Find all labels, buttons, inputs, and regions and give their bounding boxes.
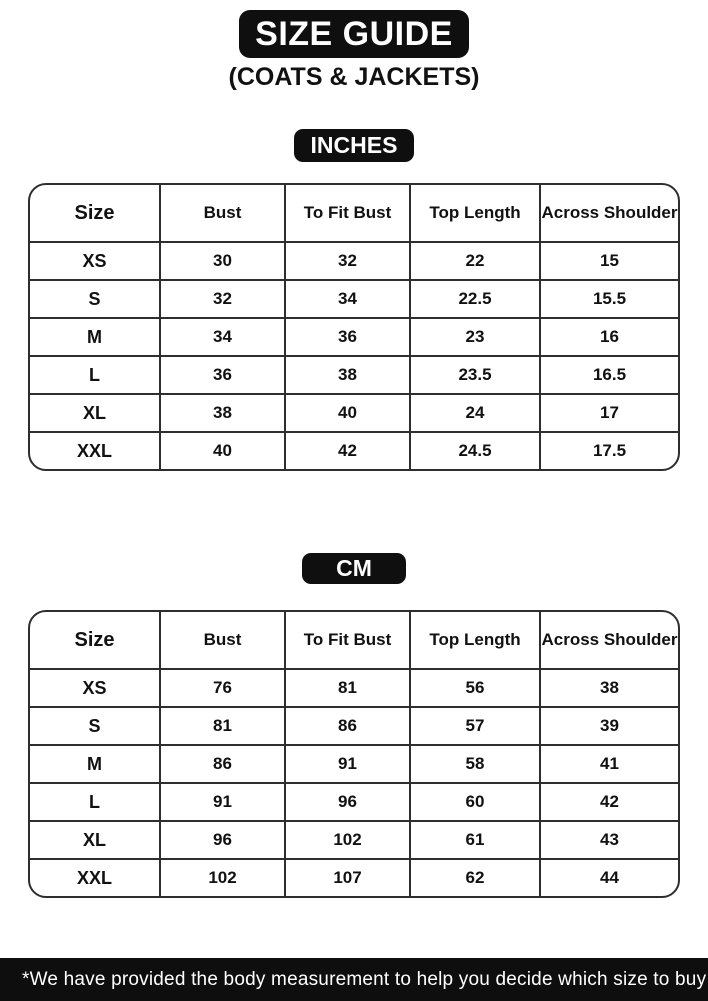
page-subtitle: (COATS & JACKETS) bbox=[228, 63, 480, 91]
column-header-to-fit-bust: To Fit Bust bbox=[285, 612, 410, 669]
size-label-cell: L bbox=[30, 783, 160, 821]
value-cell: 16.5 bbox=[540, 356, 678, 394]
page-header bbox=[0, 0, 708, 162]
column-header-across-shoulder: Across Shoulder bbox=[540, 612, 678, 669]
column-header-size: Size bbox=[74, 201, 115, 224]
value-cell: 39 bbox=[540, 707, 678, 745]
column-header-top-length: Top Length bbox=[410, 612, 540, 669]
value-cell: 15 bbox=[540, 242, 678, 280]
value-cell: 81 bbox=[285, 669, 410, 707]
value-cell: 23 bbox=[410, 318, 540, 356]
value-cell: 22.5 bbox=[410, 280, 540, 318]
value-cell: 17.5 bbox=[540, 432, 678, 469]
table-row bbox=[30, 783, 678, 821]
footer-note-text: *We have provided the body measurement to help you decide which size to buy bbox=[22, 968, 707, 990]
value-cell: 15.5 bbox=[540, 280, 678, 318]
page-title: SIZE GUIDE bbox=[239, 10, 469, 58]
value-cell: 41 bbox=[540, 745, 678, 783]
table-row bbox=[30, 669, 678, 707]
value-cell: 86 bbox=[160, 745, 285, 783]
value-cell: 38 bbox=[160, 394, 285, 432]
table-row bbox=[30, 242, 678, 280]
section-label-cm: CM bbox=[302, 553, 406, 584]
value-cell: 61 bbox=[410, 821, 540, 859]
value-cell: 81 bbox=[160, 707, 285, 745]
column-header-size: Size bbox=[74, 628, 115, 651]
value-cell: 42 bbox=[285, 432, 410, 469]
size-label-cell: M bbox=[30, 318, 160, 356]
value-cell: 16 bbox=[540, 318, 678, 356]
value-cell: 24.5 bbox=[410, 432, 540, 469]
value-cell: 96 bbox=[285, 783, 410, 821]
value-cell: 102 bbox=[285, 821, 410, 859]
inches-size-table bbox=[28, 183, 680, 471]
value-cell: 22 bbox=[410, 242, 540, 280]
column-header-across-shoulder: Across Shoulder bbox=[540, 185, 678, 242]
value-cell: 43 bbox=[540, 821, 678, 859]
size-label-cell: XL bbox=[30, 394, 160, 432]
value-cell: 38 bbox=[540, 669, 678, 707]
value-cell: 60 bbox=[410, 783, 540, 821]
table-row bbox=[30, 821, 678, 859]
size-label-cell: XS bbox=[30, 669, 160, 707]
value-cell: 42 bbox=[540, 783, 678, 821]
value-cell: 38 bbox=[285, 356, 410, 394]
value-cell: 24 bbox=[410, 394, 540, 432]
table-row bbox=[30, 356, 678, 394]
value-cell: 58 bbox=[410, 745, 540, 783]
value-cell: 76 bbox=[160, 669, 285, 707]
value-cell: 34 bbox=[160, 318, 285, 356]
value-cell: 30 bbox=[160, 242, 285, 280]
size-label-cell: M bbox=[30, 745, 160, 783]
value-cell: 102 bbox=[160, 859, 285, 896]
value-cell: 91 bbox=[160, 783, 285, 821]
section-label-inches: INCHES bbox=[294, 129, 415, 162]
table-header-row bbox=[30, 612, 678, 669]
size-label-cell: S bbox=[30, 280, 160, 318]
value-cell: 57 bbox=[410, 707, 540, 745]
value-cell: 23.5 bbox=[410, 356, 540, 394]
size-label-cell: L bbox=[30, 356, 160, 394]
table-row bbox=[30, 707, 678, 745]
size-label-cell: XXL bbox=[30, 859, 160, 896]
value-cell: 62 bbox=[410, 859, 540, 896]
value-cell: 86 bbox=[285, 707, 410, 745]
footer-note-bar bbox=[0, 958, 708, 1001]
table-row bbox=[30, 318, 678, 356]
cm-size-table bbox=[28, 610, 680, 898]
value-cell: 40 bbox=[285, 394, 410, 432]
value-cell: 107 bbox=[285, 859, 410, 896]
table-row bbox=[30, 394, 678, 432]
size-label-cell: S bbox=[30, 707, 160, 745]
value-cell: 40 bbox=[160, 432, 285, 469]
column-header-top-length: Top Length bbox=[410, 185, 540, 242]
column-header-bust: Bust bbox=[160, 185, 285, 242]
value-cell: 36 bbox=[160, 356, 285, 394]
column-header-to-fit-bust: To Fit Bust bbox=[285, 185, 410, 242]
value-cell: 56 bbox=[410, 669, 540, 707]
value-cell: 34 bbox=[285, 280, 410, 318]
value-cell: 17 bbox=[540, 394, 678, 432]
table-row bbox=[30, 432, 678, 469]
value-cell: 44 bbox=[540, 859, 678, 896]
size-label-cell: XS bbox=[30, 242, 160, 280]
table-row bbox=[30, 859, 678, 896]
size-label-cell: XXL bbox=[30, 432, 160, 469]
value-cell: 32 bbox=[160, 280, 285, 318]
value-cell: 96 bbox=[160, 821, 285, 859]
size-label-cell: XL bbox=[30, 821, 160, 859]
value-cell: 91 bbox=[285, 745, 410, 783]
table-row bbox=[30, 280, 678, 318]
table-row bbox=[30, 745, 678, 783]
value-cell: 36 bbox=[285, 318, 410, 356]
table-header-row bbox=[30, 185, 678, 242]
value-cell: 32 bbox=[285, 242, 410, 280]
column-header-bust: Bust bbox=[160, 612, 285, 669]
